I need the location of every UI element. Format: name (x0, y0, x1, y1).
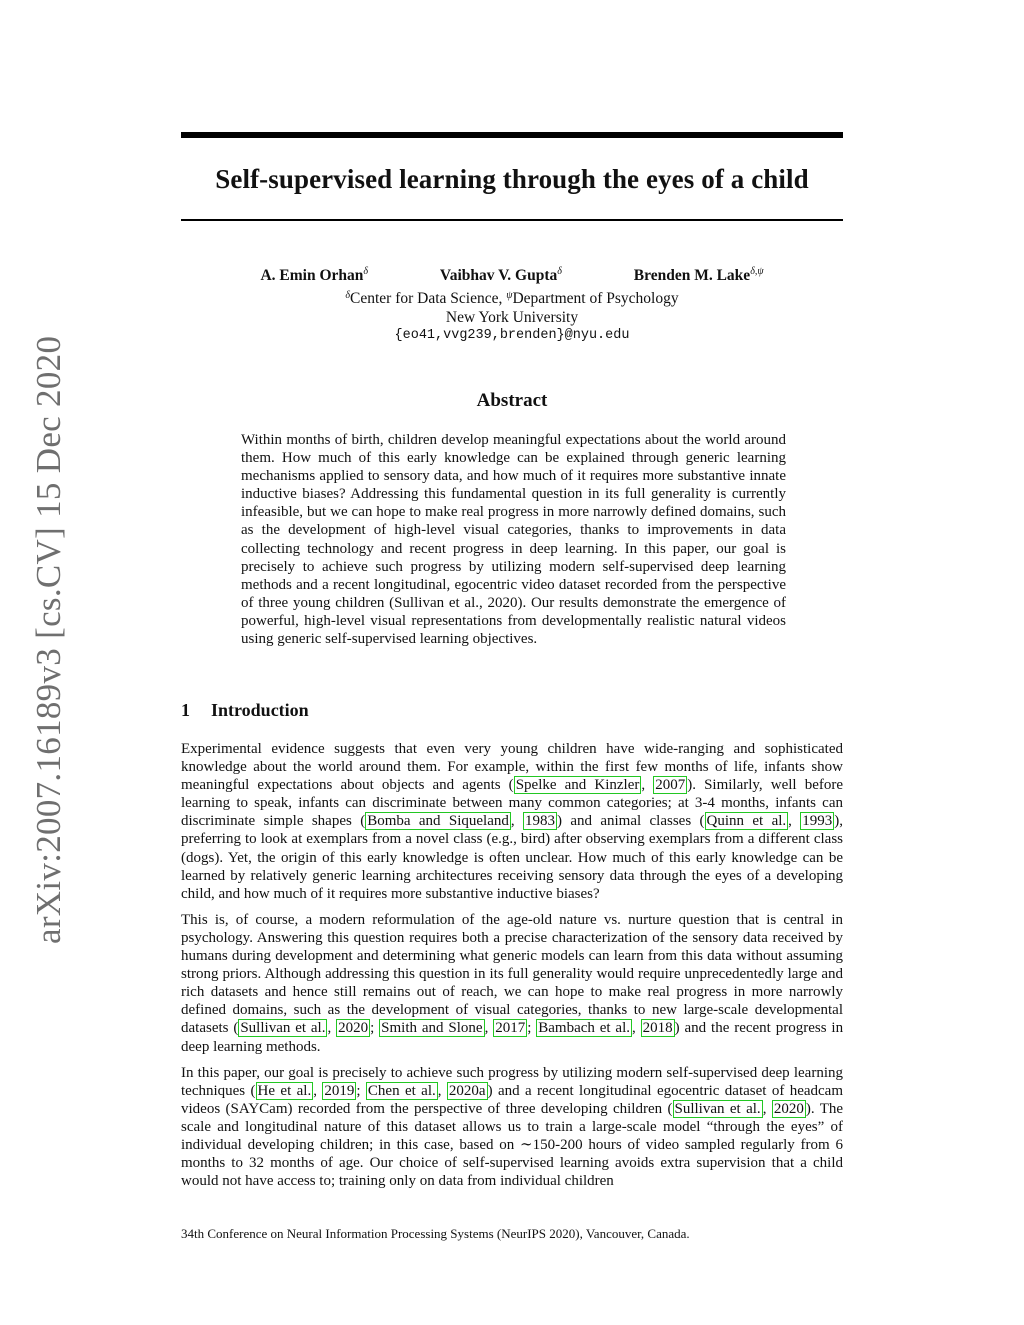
paragraph-text: , (327, 1020, 337, 1037)
citation-link[interactable]: Sullivan et al. (240, 1020, 326, 1037)
author-name: A. Emin Orhan (260, 267, 364, 284)
conference-footnote: 34th Conference on Neural Information Processing Systems (NeurIPS 2020), Vancouver, Canada. (181, 1226, 690, 1241)
introduction-body (181, 740, 843, 1198)
citation-link[interactable]: 1993 (802, 813, 833, 830)
author-3 (634, 267, 764, 284)
author-affiliation-marker: δ (557, 266, 562, 277)
paragraph-text: , (510, 813, 523, 830)
citation-link[interactable]: Bomba and Siqueland (367, 813, 509, 830)
citation-link[interactable]: 2020a (448, 1082, 486, 1099)
citation-link[interactable]: He et al. (257, 1082, 312, 1099)
paragraph (181, 911, 843, 1056)
citation-link[interactable]: Spelke and Kinzler (515, 777, 640, 794)
arxiv-identifier-stamp: arXiv:2007.16189v3 [cs.CV] 15 Dec 2020 (29, 335, 68, 944)
paragraph-text: ; (370, 1020, 380, 1037)
paragraph-text: , (788, 813, 801, 830)
citation-link[interactable]: Chen et al. (367, 1082, 436, 1099)
affiliation-block (181, 287, 843, 346)
affiliation-line (181, 287, 843, 309)
title-top-rule (181, 132, 843, 138)
abstract-heading: Abstract (476, 390, 548, 411)
paragraph-text: , (313, 1082, 323, 1099)
paragraph-text: In this paper, our goal is precisely to achieve such progress by utilizing modern self-supervised deep learning techniques ( (181, 1064, 843, 1099)
citation-link[interactable]: Sullivan et al. (674, 1100, 761, 1117)
paragraph-text: , (641, 777, 654, 794)
affiliation-marker: δ (345, 290, 351, 301)
section-title: Introduction (211, 700, 309, 720)
paragraph-text: ) and a recent longitudinal egocentric dataset of headcam videos (SAYCam) recorded from the perspective of three developing children ( (181, 1082, 844, 1117)
citation-link[interactable]: 2018 (642, 1020, 673, 1037)
citation-link[interactable]: 2017 (495, 1020, 526, 1037)
affiliation-marker: ψ (506, 290, 513, 301)
paragraph-text: ), preferring to look at exemplars from a novel class (e.g., bird) after observing exemplars from a different class (dogs). Yet, the origin of this early knowledge is often unclear. How much of this early knowledge can be learned by relatively generic learning architectures receiving sensory data through the eyes of a developing child, and how much of it requires more substantive inductive biases? (181, 813, 843, 902)
paragraph-text: ) and animal classes ( (556, 813, 705, 830)
affiliation-center: Center for Data Science, (350, 290, 507, 307)
section-heading-introduction (181, 700, 309, 721)
paragraph-text: , (437, 1082, 447, 1099)
paragraph-text: , (484, 1020, 494, 1037)
citation-link[interactable]: 1983 (524, 813, 555, 830)
paragraph-text: ). Similarly, well before learning to speak, infants can discriminate between many common categories; at 3-4 months, infants can discriminate simple shapes ( (181, 777, 844, 830)
paragraph-text: , (632, 1020, 641, 1037)
paragraph-text: Experimental evidence suggests that even very young children have wide-ranging and sophisticated knowledge about the world around them. For example, within the first few months of life, infants show meaningful expectations about objects and agents ( (181, 741, 843, 794)
citation-link[interactable]: 2020 (773, 1100, 804, 1117)
author-1 (260, 267, 368, 284)
paragraph-text: ). The scale and longitudinal nature of this dataset allows us to train a large-scale model “through the eyes” of individual developing children; in this case, based on ∼150-200 hours of video sampled regularly from 6 months to 32 months of age. Our choice of self-supervised learning avoids extra supervision that a child would not have access to; training only on data from individual children (181, 1100, 844, 1190)
title-bottom-rule (181, 219, 843, 221)
citation-link[interactable]: 2020 (338, 1020, 369, 1037)
author-2 (440, 267, 562, 284)
section-number: 1 (181, 700, 190, 720)
author-name: Vaibhav V. Gupta (439, 267, 558, 284)
paragraph (181, 740, 843, 903)
abstract-text: Within months of birth, children develop meaningful expectations about the world around them. How much of this early knowledge can be explained through generic learning mechanisms applied to sensory data, and how much of it requires more substantive innate inductive biases? Addressing this fundamental question in its full generality is currently infeasible, but we can hope to make real progress in more narrowly defined domains, such as the development of high-level visual categories, thanks to improvements in data collecting technology and recent progress in deep learning. In this paper, our goal is precisely to achieve such progress by utilizing modern self-supervised deep learning methods and a recent longitudinal, egocentric video dataset recorded from the perspective of three young children (Sullivan et al., 2020). Our results demonstrate the emergence of powerful, high-level visual representations from developmentally realistic natural videos using generic self-supervised learning objectives. (241, 432, 786, 648)
affiliation-university: New York University (445, 308, 579, 326)
paragraph-text: , (762, 1100, 772, 1117)
author-emails: {eo41,vvg239,brenden}@nyu.edu (394, 328, 630, 343)
paper-title: Self-supervised learning through the eyes of a child (215, 164, 809, 194)
paragraph-text: ; (356, 1082, 366, 1099)
author-name: Brenden M. Lake (633, 267, 751, 284)
affiliation-department: Department of Psychology (512, 290, 679, 307)
citation-link[interactable]: Quinn et al. (706, 813, 787, 830)
citation-link[interactable]: 2019 (324, 1082, 355, 1099)
paragraph-text: ; (527, 1020, 537, 1037)
paragraph (181, 1064, 843, 1191)
paragraph-text: This is, of course, a modern reformulation of the age-old nature vs. nurture question that is central in psychology. Answering this question requires both a precise characterization of the sensory data received by humans during development and determining what generic models can learn from this data without assuming strong priors. Although addressing this question in its full generality would require unprecedentedly large and rich datasets and hence still remains out of reach, we can hope to make real progress in more narrowly defined domains, such as the development of visual categories, thanks to new large-scale developmental datasets ( (181, 911, 843, 1037)
citation-link[interactable]: Bambach et al. (538, 1020, 631, 1037)
paragraph-text: ) and the recent progress in deep learning methods. (181, 1020, 844, 1055)
citation-link[interactable]: 2007 (655, 777, 686, 794)
author-affiliation-marker: δ,ψ (750, 266, 764, 277)
citation-link[interactable]: Smith and Slone (381, 1020, 483, 1037)
author-affiliation-marker: δ (363, 266, 369, 277)
author-list (181, 266, 843, 285)
